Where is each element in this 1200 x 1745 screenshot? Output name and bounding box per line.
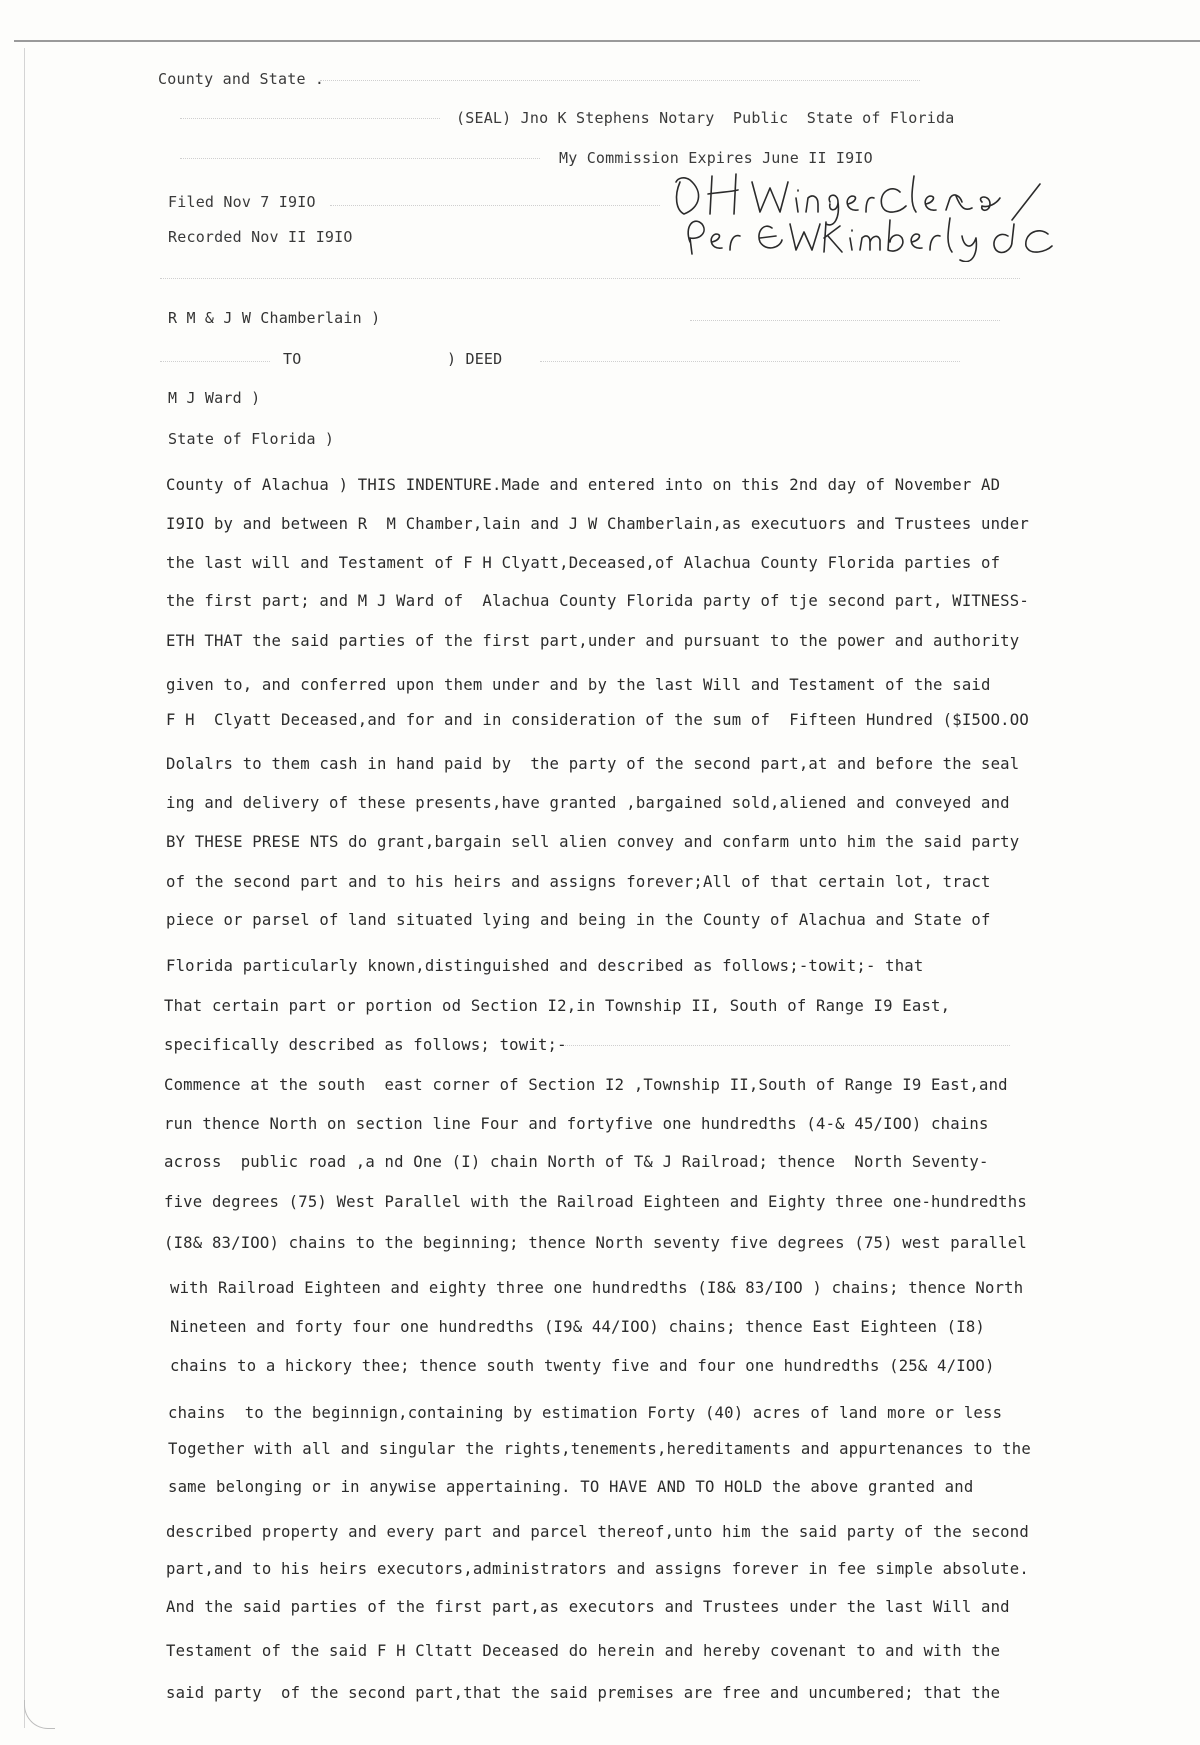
- deed-body-line: Together with all and singular the rights,tenements,hereditaments and appurtenances to the: [168, 1440, 1031, 1458]
- deed-body-line: Testament of the said F H Cltatt Deceased do herein and hereby covenant to and with the: [166, 1642, 1001, 1660]
- left-page-edge: [24, 48, 25, 1728]
- bleed-through-trace: [330, 205, 660, 206]
- deed-body-line: Nineteen and forty four one hundredths (I9& 44/IOO) chains; thence East Eighteen (I8): [170, 1318, 985, 1336]
- grantee-name: M J Ward ): [168, 389, 261, 407]
- bleed-through-trace: [560, 1045, 1010, 1046]
- commission-expiry-line: My Commission Expires June II I9IO: [559, 149, 873, 167]
- deed-body-line: specifically described as follows; towit;-: [164, 1036, 567, 1054]
- bleed-through-trace: [180, 118, 440, 119]
- deed-body-line: chains to the beginnign,containing by estimation Forty (40) acres of land more or less: [168, 1404, 1003, 1422]
- deed-body-line: the last will and Testament of F H Clyatt,Deceased,of Alachua County Florida parties of: [166, 554, 1001, 572]
- deed-body-line: BY THESE PRESE NTS do grant,bargain sell alien convey and confarm unto him the said party: [166, 833, 1020, 851]
- deed-body-line: same belonging or in anywise appertaining. TO HAVE AND TO HOLD the above granted and: [168, 1478, 974, 1496]
- deed-body-line: Florida particularly known,distinguished and described as follows;-towit;- that: [166, 957, 924, 975]
- clerk-signature: [660, 162, 1080, 262]
- bleed-through-trace: [160, 361, 270, 362]
- bleed-through-trace: [180, 158, 540, 159]
- deed-body-line: described property and every part and parcel thereof,unto him the said party of the second: [166, 1523, 1029, 1541]
- bleed-through-trace: [690, 320, 1000, 321]
- clerk-signature-scrawl: [660, 162, 1080, 262]
- deed-body-line: across public road ,a nd One (I) chain North of T& J Railroad; thence North Seventy-: [164, 1153, 989, 1171]
- deed-body-line: County of Alachua ) THIS INDENTURE.Made and entered into on this 2nd day of November AD: [166, 476, 1001, 494]
- deed-body-line: run thence North on section line Four and fortyfive one hundredths (4-& 45/IOO) chains: [164, 1115, 989, 1133]
- county-and-state-line: County and State .: [158, 70, 325, 88]
- deed-body-line: That certain part or portion od Section I2,in Township II, South of Range I9 East,: [164, 997, 951, 1015]
- deed-body-line: said party of the second part,that the said premises are free and uncumbered; that the: [166, 1684, 1001, 1702]
- bleed-through-trace: [540, 361, 960, 362]
- deed-body-line: I9IO by and between R M Chamber,lain and J W Chamberlain,as executuors and Trustees under: [166, 515, 1029, 533]
- bleed-through-trace: [320, 80, 920, 81]
- bleed-through-trace: [160, 278, 1020, 279]
- page-corner-curl: [24, 1700, 55, 1729]
- deed-body-line: (I8& 83/IOO) chains to the beginning; thence North seventy five degrees (75) west parallel: [164, 1234, 1027, 1252]
- deed-body-line: five degrees (75) West Parallel with the Railroad Eighteen and Eighty three one-hundredths: [164, 1193, 1027, 1211]
- grantor-names: R M & J W Chamberlain ): [168, 309, 381, 327]
- deed-body-line: Dolalrs to them cash in hand paid by the party of the second part,at and before the seal: [166, 755, 1020, 773]
- deed-body-line: the first part; and M J Ward of Alachua County Florida party of tje second part, WITNESS-: [166, 592, 1029, 610]
- to-label: TO: [283, 350, 302, 368]
- deed-body-line: ing and delivery of these presents,have granted ,bargained sold,aliened and conveyed and: [166, 794, 1010, 812]
- deed-body-line: with Railroad Eighteen and eighty three one hundredths (I8& 83/IOO ) chains; thence North: [170, 1279, 1024, 1297]
- deed-body-line: piece or parsel of land situated lying and being in the County of Alachua and State of: [166, 911, 991, 929]
- top-border-rule: [14, 40, 1200, 42]
- deed-body-line: ETH THAT the said parties of the first part,under and pursuant to the power and authority: [166, 632, 1020, 650]
- state-of-florida: State of Florida ): [168, 430, 335, 448]
- deed-body-line: Commence at the south east corner of Section I2 ,Township II,South of Range I9 East,and: [164, 1076, 1008, 1094]
- filed-date: Filed Nov 7 I9IO: [168, 193, 316, 211]
- recorded-date: Recorded Nov II I9IO: [168, 228, 353, 246]
- deed-body-line: part,and to his heirs executors,administrators and assigns forever in fee simple absolute.: [166, 1560, 1029, 1578]
- deed-body-line: F H Clyatt Deceased,and for and in consideration of the sum of Fifteen Hundred ($I5OO.OO: [166, 711, 1029, 729]
- deed-body-line: And the said parties of the first part,as executors and Trustees under the last Will and: [166, 1598, 1010, 1616]
- deed-body-line: given to, and conferred upon them under and by the last Will and Testament of the said: [166, 676, 991, 694]
- deed-body-line: chains to a hickory thee; thence south twenty five and four one hundredths (25& 4/IOO): [170, 1357, 995, 1375]
- deed-body-line: of the second part and to his heirs and assigns forever;All of that certain lot, tract: [166, 873, 991, 891]
- deed-label: ) DEED: [447, 350, 503, 368]
- notary-seal-line: (SEAL) Jno K Stephens Notary Public State of Florida: [456, 109, 955, 127]
